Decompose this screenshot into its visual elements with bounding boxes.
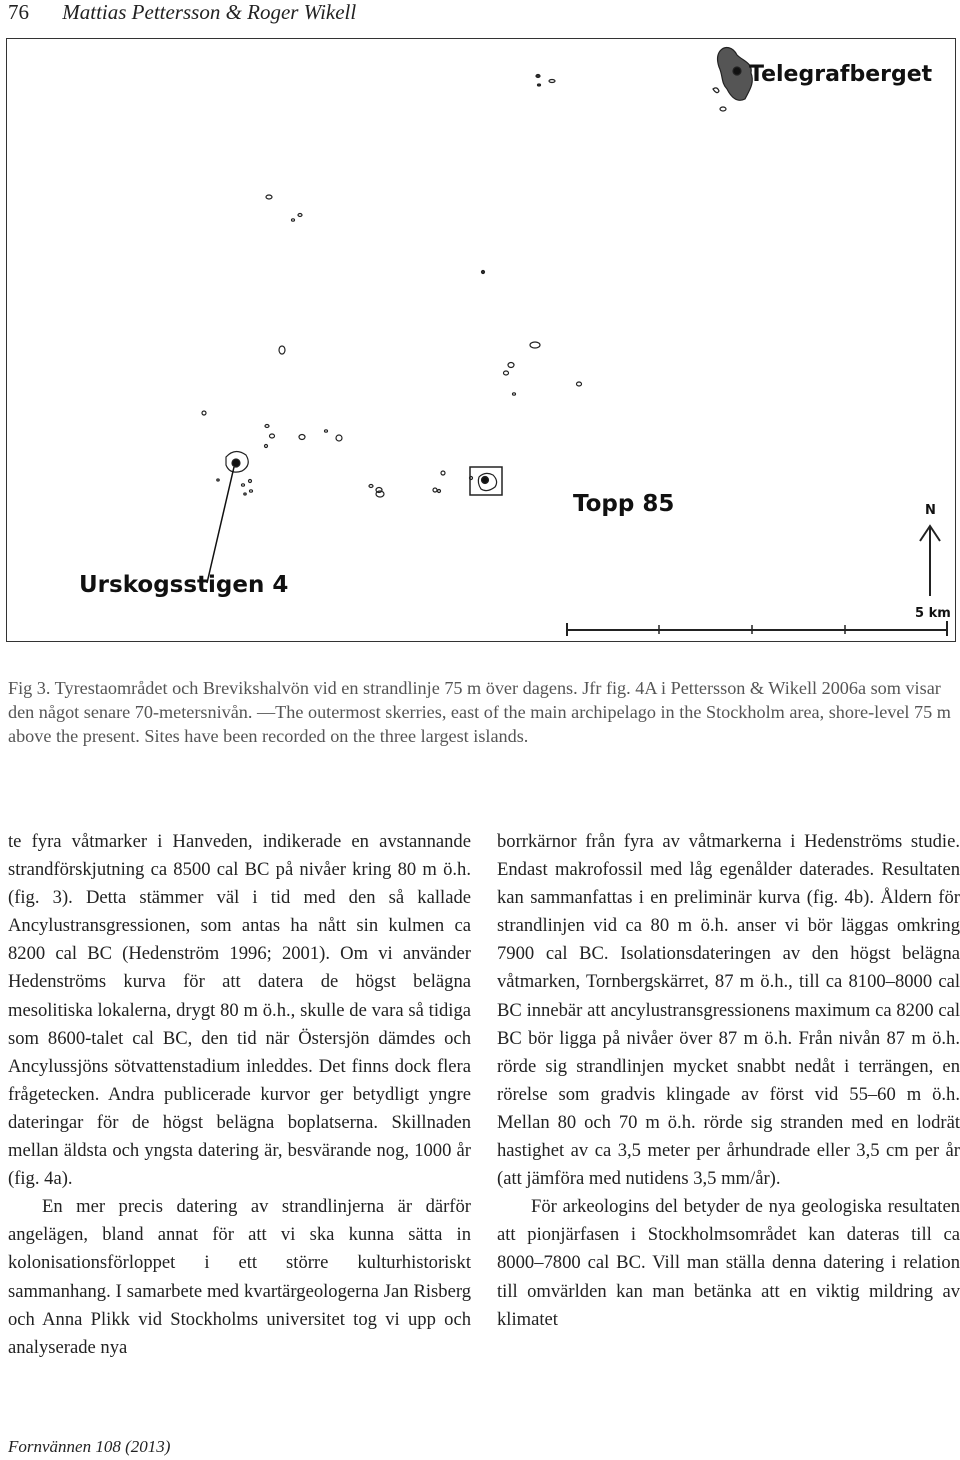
site-marker-urskogsstigen	[232, 459, 240, 467]
scale-label: 5 km	[915, 606, 951, 621]
island	[438, 490, 441, 493]
island	[504, 371, 509, 375]
island	[265, 425, 269, 428]
island	[325, 430, 328, 432]
island	[513, 393, 516, 395]
island	[538, 84, 541, 86]
island	[433, 488, 437, 492]
island	[536, 75, 540, 78]
running-header	[8, 0, 356, 25]
island	[720, 107, 726, 111]
island	[217, 479, 219, 481]
urskogsstigen-pointer-line	[207, 467, 234, 583]
island	[577, 382, 582, 386]
scale-bar	[567, 606, 951, 636]
island	[265, 445, 268, 448]
island	[336, 435, 342, 441]
label-telegrafberget: Telegrafberget	[749, 62, 933, 87]
label-topp85: Topp 85	[573, 491, 675, 517]
island	[266, 195, 272, 199]
island	[299, 435, 305, 440]
island	[250, 490, 253, 492]
island	[508, 363, 514, 368]
paragraph: En mer precis datering av strandlinjerna är därför angelägen, bland annat för att vi ska kunna sätta in kolonisationsförloppet i ett större kulturhistoriskt sammanhang. I samarbete med kvartärgeologerna Jan Risberg och Anna Plikk vid Stockholms universitet tog vi upp och analyserade nya	[8, 1196, 471, 1358]
map-svg	[7, 39, 954, 640]
paragraph: För arkeologins del betyder de nya geologiska resultaten att pionjärfasen i Stockholmsområdet kan dateras till ca 8000–7800 cal BC. Vill man ställa denna datering i relation till omvärlden kan man betänka att en viktig mildring av klimatet	[497, 1196, 960, 1330]
paragraph: borrkärnor från fyra av våtmarkerna i Hedenströms studie. Endast makrofossil med låg egenålder daterades. Resultaten kan sammanfattas i en preliminär kurva (fig. 4b). Åldern för strandlinjen vid ca 80 m ö.h. anser vi bör läggas omkring 7900 cal BC. Isolationsdateringen av den högst belägna våtmarken, Tornbergskärret, 87 m ö.h., till ca 8100–8000 cal BC innebär att ancylustransgressionens maximum ca 8200 cal BC bör ligga på nivåer över 87 m ö.h. Från nivån 87 m ö.h. rörde sig strandlinjen mycket snabbt nedåt i terrängen, en rörelse som gradvis klingade av först vid 55–60 m ö.h. Mellan 80 och 70 m ö.h. rörde sig stranden med en lodrät hastighet av ca 3,5 meter per århundrade eller 3,5 cm per år (att jämföra med nutidens 3,5 mm/år).	[497, 831, 960, 1190]
island	[244, 493, 246, 495]
figure-caption: Fig 3. Tyrestaområdet och Brevikshalvön vid en strandlinje 75 m över dagens. Jfr fig. 4A i Pettersson & Wikell 2006a som visar den något senare 70-metersnivån. —The outermost skerries, east of the main archipelago in the Stockholm area, shore-level 75 m above the present. Sites have been recorded on the three largest islands.	[8, 678, 951, 746]
figure-map	[6, 38, 956, 642]
running-head-authors: Mattias Pettersson & Roger Wikell	[62, 0, 357, 24]
body-column-left	[8, 828, 471, 1362]
island	[482, 271, 485, 274]
island	[530, 342, 540, 348]
island	[202, 411, 206, 415]
island	[249, 480, 252, 483]
footer-journal: Fornvännen 108 (2013)	[8, 1437, 171, 1456]
island	[298, 214, 302, 217]
island	[549, 80, 555, 83]
island	[292, 219, 295, 221]
north-arrow	[920, 503, 940, 596]
island	[279, 346, 285, 354]
island	[369, 485, 373, 488]
island	[270, 434, 275, 438]
island	[713, 88, 719, 93]
label-urskogsstigen: Urskogsstigen 4	[79, 572, 289, 598]
paragraph: te fyra våtmarker i Hanveden, indikerade en avstannande strandförskjutning ca 8500 cal BC på nivåer kring 80 m ö.h. (fig. 3). Detta stämmer väl i tid med den så kallade Ancylustransgressionen, som antas ha nått sin kulmen ca 8200 cal BC (Hedenström 1996; 2001). Om vi använder Hedenströms kurva för att datera de högst belägna mesolitiska lokalerna, drygt 80 m ö.h., skulle de vara så tidiga som 8600-talet cal BC, den tid när Östersjön dämdes och Ancylussjöns sötvattenstadium inleddes. Det finns dock flera frågetecken. Andra publicerade kurvor ger betydligt yngre dateringar för de högst belägna boplatserna. Skillnaden mellan äldsta och yngsta datering är, besvärande nog, 1000 år (fig. 4a).	[8, 831, 471, 1190]
islands	[202, 48, 752, 497]
site-marker-topp85	[482, 477, 489, 484]
site-marker-telegrafberget	[733, 67, 741, 75]
body-column-right	[497, 828, 960, 1334]
island	[441, 471, 445, 475]
north-label: N	[925, 503, 936, 518]
page-number: 76	[8, 0, 29, 24]
island	[242, 484, 245, 486]
